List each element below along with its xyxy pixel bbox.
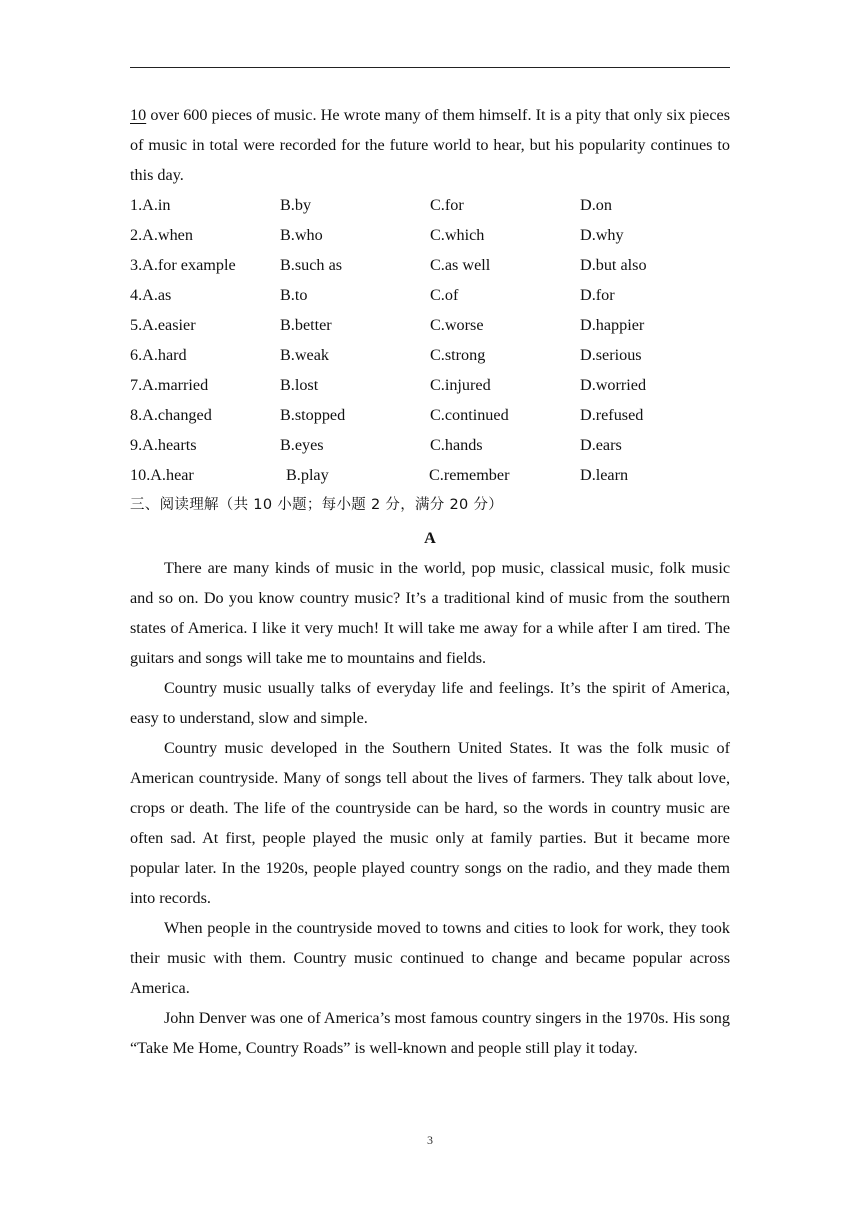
option-d: D.serious <box>580 346 642 364</box>
option-b: B.better <box>280 316 332 334</box>
option-a: 10.A.hear <box>130 466 194 484</box>
option-a: 1.A.in <box>130 196 171 214</box>
passage-paragraph: Country music developed in the Southern United States. It was the folk music of American countryside. Many of songs tell about the lives of farmers. They talk about love, crops or death. The life of the countryside can be hard, so the words in country music are often sad. At first, people played the music only at family parties. But it became more popular later. In the 1920s, people played country songs on the radio, and they made them into records. <box>130 739 730 907</box>
option-a: 3.A.for example <box>130 256 236 274</box>
option-c: C.strong <box>430 346 486 364</box>
option-b: B.such as <box>280 256 343 274</box>
option-a: 6.A.hard <box>130 346 187 364</box>
section-title: 三、阅读理解（共 10 小题；每小题 2 分，满分 20 分） <box>130 497 504 513</box>
option-d: D.worried <box>580 376 647 394</box>
option-c: C.worse <box>430 316 484 334</box>
option-a: 5.A.easier <box>130 316 196 334</box>
option-d: D.refused <box>580 406 644 424</box>
cloze-continuation-text: over 600 pieces of music. He wrote many of them himself. It is a pity that only six pieces of music in total were recorded for the future world to hear, but his popularity continues to this day. <box>130 106 730 184</box>
cloze-continuation <box>130 100 730 190</box>
option-d: D.learn <box>580 466 629 484</box>
option-a: 4.A.as <box>130 286 172 304</box>
option-b: B.to <box>280 286 308 304</box>
option-b: B.stopped <box>280 406 346 424</box>
option-row <box>130 430 730 460</box>
option-row <box>130 250 730 280</box>
option-b: B.who <box>280 226 323 244</box>
option-c: C.injured <box>430 376 491 394</box>
option-row <box>130 400 730 430</box>
blank-10: 10 <box>130 106 147 124</box>
option-a: 2.A.when <box>130 226 193 244</box>
option-b: B.play <box>286 466 329 484</box>
header-rule <box>130 67 730 68</box>
option-a: 8.A.changed <box>130 406 212 424</box>
option-a: 9.A.hearts <box>130 436 197 454</box>
option-c: C.which <box>430 226 485 244</box>
passage-paragraph: John Denver was one of America’s most famous country singers in the 1970s. His song “Take Me Home, Country Roads” is well-known and people still play it today. <box>130 1009 730 1057</box>
option-b: B.by <box>280 196 312 214</box>
passage-paragraph: When people in the countryside moved to towns and cities to look for work, they took their music with them. Country music continued to change and became popular across America. <box>130 919 730 997</box>
option-row <box>130 220 730 250</box>
passage-paragraph: There are many kinds of music in the world, pop music, classical music, folk music and so on. Do you know country music? It’s a traditional kind of music from the southern states of America. I like it very much! It will take me away for a while after I am tired. The guitars and songs will take me to mountains and fields. <box>130 559 730 667</box>
cloze-options <box>130 190 730 490</box>
passage-label: A <box>424 529 436 547</box>
option-row <box>130 280 730 310</box>
option-b: B.lost <box>280 376 319 394</box>
option-c: C.of <box>430 286 459 304</box>
option-c: C.for <box>430 196 464 214</box>
page-content <box>130 100 730 1063</box>
page-number: 3 <box>427 1133 433 1147</box>
option-c: C.as well <box>430 256 491 274</box>
option-row <box>130 460 730 490</box>
option-c: C.hands <box>430 436 483 454</box>
option-row <box>130 190 730 220</box>
option-c: C.remember <box>429 466 510 484</box>
option-row <box>130 370 730 400</box>
option-b: B.eyes <box>280 436 324 454</box>
option-d: D.for <box>580 286 615 304</box>
option-a: 7.A.married <box>130 376 209 394</box>
option-b: B.weak <box>280 346 329 364</box>
option-d: D.ears <box>580 436 622 454</box>
option-row <box>130 340 730 370</box>
passage-paragraph: Country music usually talks of everyday life and feelings. It’s the spirit of America, easy to understand, slow and simple. <box>130 679 730 727</box>
option-d: D.why <box>580 226 624 244</box>
option-d: D.on <box>580 196 612 214</box>
option-row <box>130 310 730 340</box>
option-d: D.but also <box>580 256 647 274</box>
option-c: C.continued <box>430 406 509 424</box>
option-d: D.happier <box>580 316 645 334</box>
